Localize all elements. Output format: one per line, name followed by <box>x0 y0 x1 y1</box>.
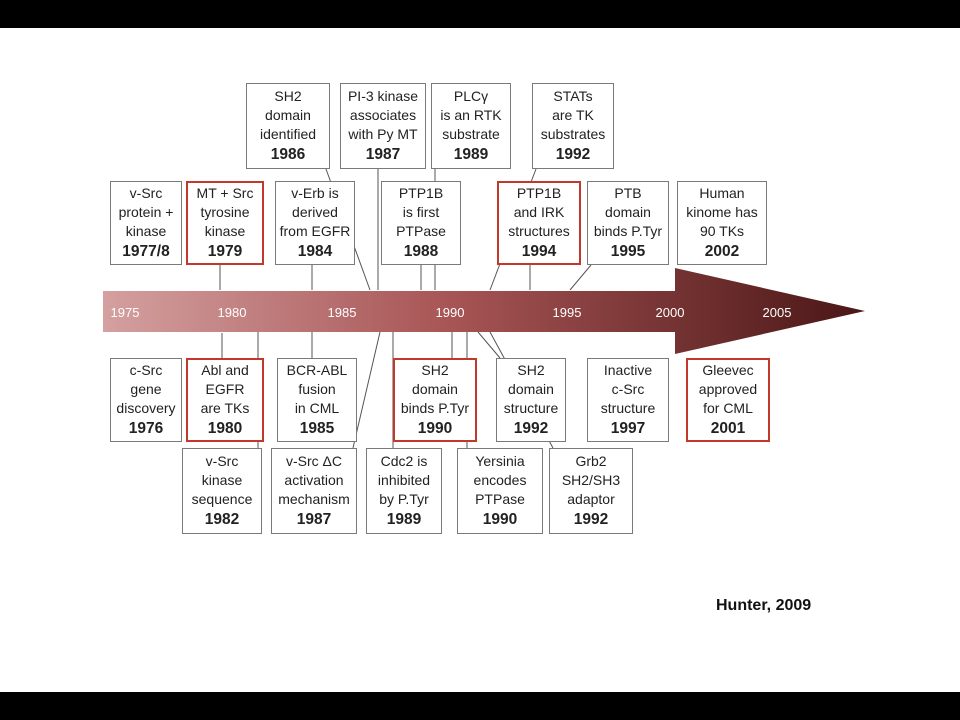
event-text-line: SH2/SH3 <box>561 472 621 488</box>
event-year: 1992 <box>573 511 609 528</box>
event-text-line: from EGFR <box>279 223 351 239</box>
axis-tick-label: 1995 <box>552 305 582 320</box>
event-text-line: MT + Src <box>196 185 254 201</box>
event-text-line: v-Erb is <box>291 185 339 201</box>
event-box-v-src-sequence <box>182 448 262 534</box>
event-year: 1976 <box>128 420 164 437</box>
event-box-v-src-protein-kinase <box>110 181 182 265</box>
event-text-line: structure <box>503 400 559 416</box>
event-text-line: Human <box>699 185 745 201</box>
event-year: 1988 <box>403 243 439 260</box>
event-text-line: structure <box>600 400 656 416</box>
event-box-gleevec <box>686 358 770 442</box>
event-text-line: sequence <box>191 491 253 507</box>
event-text-line: domain <box>605 204 651 220</box>
event-text-line: with Py MT <box>348 126 418 142</box>
event-year: 1992 <box>513 420 549 437</box>
axis-tick-label: 1980 <box>217 305 247 320</box>
event-text-line: 90 TKs <box>699 223 745 239</box>
event-text-line: kinase <box>125 223 167 239</box>
event-text-line: for CML <box>703 400 753 416</box>
event-text-line: in CML <box>294 400 340 416</box>
event-text-line: identified <box>259 126 317 142</box>
event-box-ptb-domain <box>587 181 669 265</box>
event-text-line: Inactive <box>603 362 653 378</box>
event-box-ptp1b-first <box>381 181 461 265</box>
event-text-line: inhibited <box>377 472 431 488</box>
event-text-line: STATs <box>553 88 593 104</box>
event-box-c-src-discovery <box>110 358 182 442</box>
event-year: 1979 <box>207 243 243 260</box>
event-box-sh2-structure <box>496 358 566 442</box>
event-box-v-src-delta-c <box>271 448 357 534</box>
event-text-line: adaptor <box>567 491 615 507</box>
event-text-line: c-Src <box>611 381 645 397</box>
event-text-line: protein + <box>118 204 174 220</box>
axis-tick-label: 1975 <box>110 305 140 320</box>
event-text-line: kinome has <box>686 204 758 220</box>
event-year: 2001 <box>710 420 746 437</box>
event-text-line: structures <box>508 223 570 239</box>
axis-tick-label: 2000 <box>655 305 685 320</box>
axis-tick-label: 1985 <box>327 305 357 320</box>
event-text-line: BCR-ABL <box>286 362 348 378</box>
event-text-line: v-Src <box>205 453 239 469</box>
event-text-line: kinase <box>201 472 243 488</box>
event-text-line: mechanism <box>278 491 350 507</box>
event-text-line: Abl and <box>201 362 249 378</box>
citation: Hunter, 2009 <box>716 597 812 614</box>
event-text-line: v-Src ΔC <box>285 453 342 469</box>
event-year: 1977/8 <box>122 243 170 260</box>
event-text-line: v-Src <box>129 185 163 201</box>
event-year: 1982 <box>204 511 240 528</box>
event-year: 1987 <box>296 511 332 528</box>
event-year: 1995 <box>610 243 646 260</box>
event-text-line: domain <box>412 381 458 397</box>
event-text-line: Cdc2 is <box>380 453 428 469</box>
event-text-line: PTP1B <box>516 185 562 201</box>
event-text-line: fusion <box>298 381 336 397</box>
event-text-line: associates <box>349 107 417 123</box>
event-text-line: Gleevec <box>702 362 754 378</box>
event-box-human-kinome <box>677 181 767 265</box>
event-text-line: Grb2 <box>575 453 607 469</box>
event-text-line: encodes <box>473 472 527 488</box>
event-text-line: are TK <box>552 107 594 123</box>
event-year: 1980 <box>207 420 243 437</box>
event-text-line: binds P.Tyr <box>593 223 663 239</box>
event-text-line: binds P.Tyr <box>400 400 470 416</box>
event-box-bcr-abl <box>277 358 357 442</box>
event-text-line: PI-3 kinase <box>347 88 419 104</box>
event-text-line: and IRK <box>513 204 565 220</box>
event-year: 1992 <box>555 146 591 163</box>
event-text-line: EGFR <box>205 381 245 397</box>
event-text-line: by P.Tyr <box>379 491 429 507</box>
event-text-line: kinase <box>204 223 246 239</box>
event-box-cdc2-inhibited <box>366 448 442 534</box>
event-box-abl-egfr-tks <box>186 358 264 442</box>
event-text-line: derived <box>292 204 338 220</box>
event-year: 1987 <box>365 146 401 163</box>
event-text-line: substrates <box>540 126 606 142</box>
event-text-line: tyrosine <box>200 204 250 220</box>
event-year: 2002 <box>704 243 740 260</box>
event-year: 1986 <box>270 146 306 163</box>
event-text-line: PLCγ <box>453 88 489 104</box>
event-text-line: c-Src <box>129 362 163 378</box>
event-box-v-erb-egfr <box>275 181 355 265</box>
connector-line <box>570 265 591 290</box>
event-year: 1994 <box>521 243 557 260</box>
event-text-line: are TKs <box>200 400 250 416</box>
event-box-grb2 <box>549 448 633 534</box>
event-text-line: gene <box>130 381 162 397</box>
event-text-line: activation <box>284 472 344 488</box>
event-year: 1990 <box>482 511 518 528</box>
event-box-sh2-binds-ptyr <box>393 358 477 442</box>
event-text-line: Yersinia <box>475 453 525 469</box>
axis-tick-label: 1990 <box>435 305 465 320</box>
event-text-line: PTB <box>614 185 642 201</box>
event-text-line: domain <box>265 107 311 123</box>
event-text-line: SH2 <box>517 362 545 378</box>
event-box-inactive-c-src <box>587 358 669 442</box>
event-year: 1997 <box>610 420 646 437</box>
axis-tick-label: 2005 <box>762 305 792 320</box>
event-box-sh2-identified <box>246 83 330 169</box>
event-year: 1989 <box>386 511 422 528</box>
event-text-line: is first <box>402 204 440 220</box>
event-box-yersinia <box>457 448 543 534</box>
event-text-line: PTP1B <box>398 185 444 201</box>
event-box-ptp1b-irk <box>497 181 581 265</box>
event-box-stats <box>532 83 614 169</box>
event-year: 1984 <box>297 243 333 260</box>
event-text-line: substrate <box>442 126 500 142</box>
event-box-pi3-kinase <box>340 83 426 169</box>
event-year: 1985 <box>299 420 335 437</box>
event-text-line: PTPase <box>475 491 525 507</box>
event-year: 1990 <box>417 420 453 437</box>
event-year: 1989 <box>453 146 489 163</box>
event-box-mt-src-tyrosine-kinase <box>186 181 264 265</box>
event-text-line: PTPase <box>396 223 446 239</box>
event-box-plc-gamma <box>431 83 511 169</box>
event-text-line: domain <box>508 381 554 397</box>
event-text-line: is an RTK <box>440 107 502 123</box>
event-text-line: approved <box>698 381 758 397</box>
event-text-line: SH2 <box>421 362 449 378</box>
event-text-line: discovery <box>116 400 176 416</box>
connector-line <box>353 332 380 448</box>
event-text-line: SH2 <box>274 88 302 104</box>
